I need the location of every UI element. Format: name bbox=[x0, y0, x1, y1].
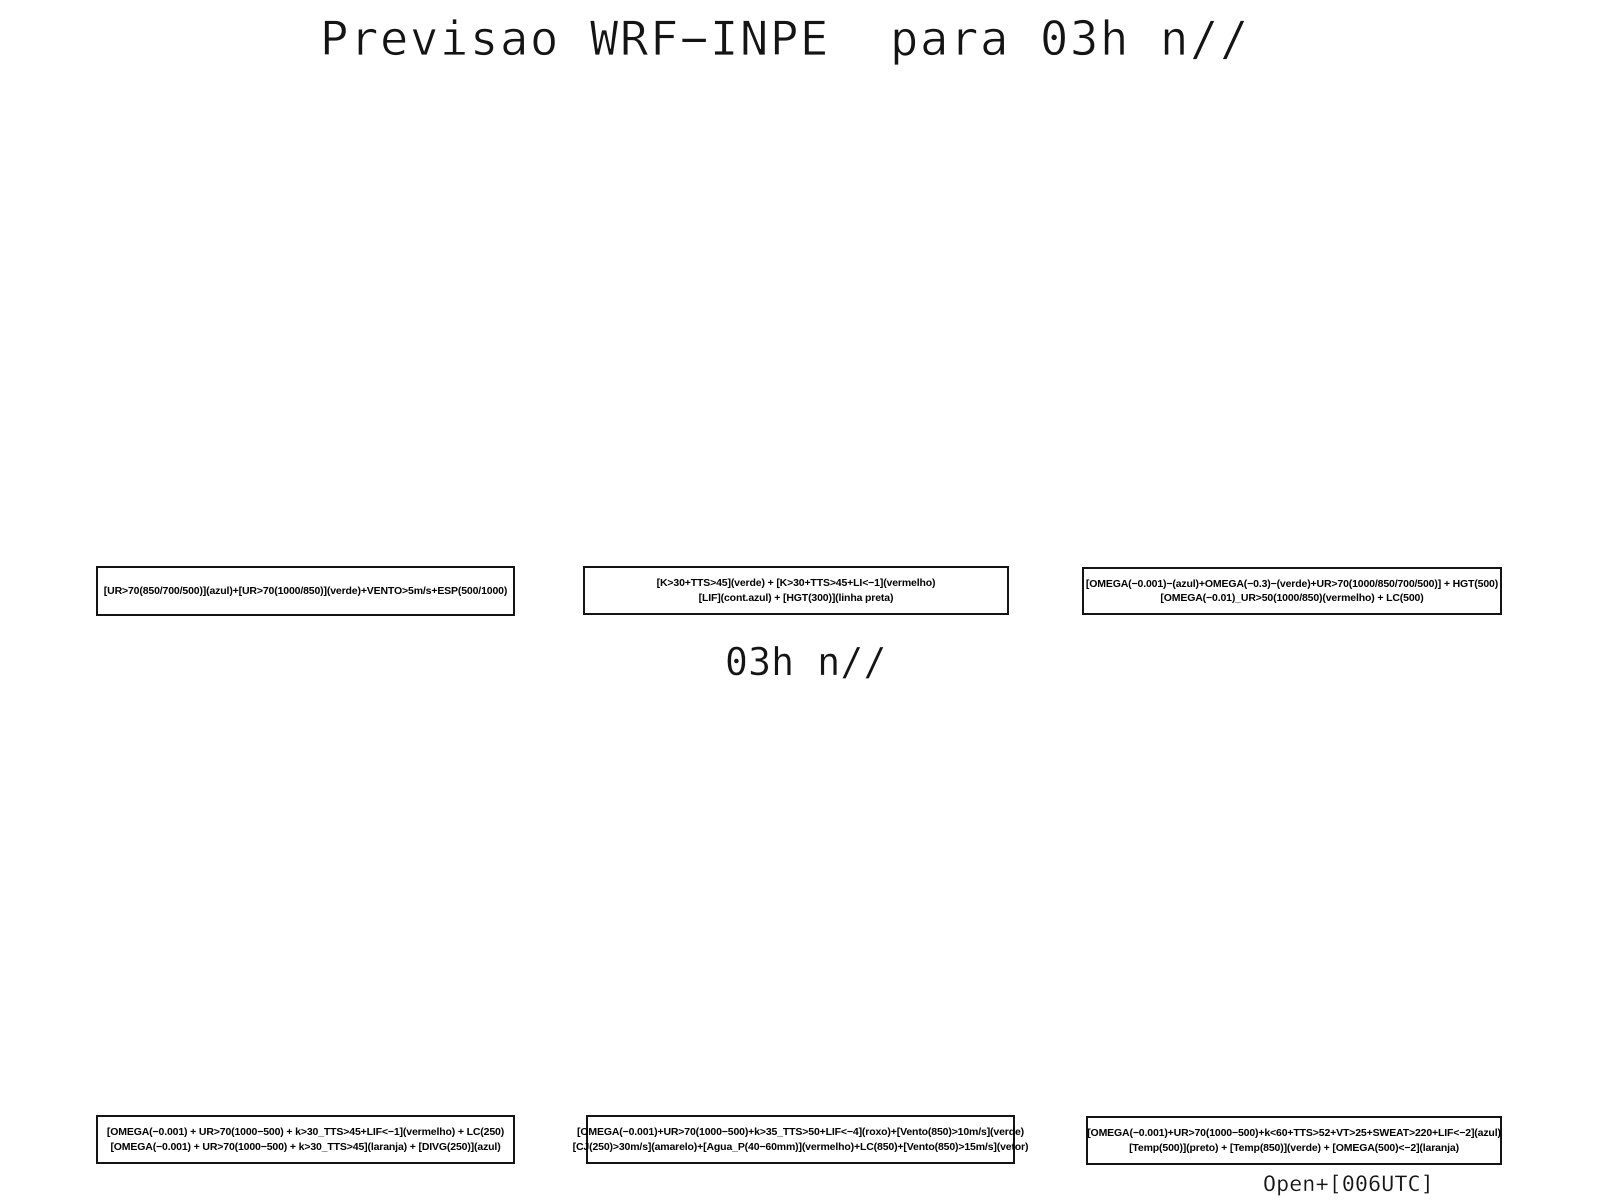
legend-line: [OMEGA(−0.001)+UR>70(1000−500)+k>35_TTS>50+LIF<−4](roxo)+[Vento(850)>10m/s](verde) bbox=[577, 1126, 1025, 1138]
page-title: Previsao WRF−INPE para 03h n// bbox=[320, 12, 1250, 67]
legend-box-top-center bbox=[583, 566, 1009, 615]
run-info-label: Open+[006UTC] bbox=[1263, 1172, 1434, 1197]
legend-line: [K>30+TTS>45](verde) + [K>30+TTS>45+LI<−1](vermelho) bbox=[656, 577, 936, 589]
legend-box-top-left bbox=[96, 566, 515, 616]
legend-line: [OMEGA(−0.001) + UR>70(1000−500) + k>30_TTS>45](laranja) + [DIVG(250)](azul) bbox=[110, 1140, 501, 1153]
center-time-label: 03h n// bbox=[725, 640, 887, 684]
legend-line: [CJ(250)>30m/s](amarelo)+[Agua_P(40−60mm)](vermelho)+LC(850)+[Vento(850)>15m/s](vetor) bbox=[572, 1140, 1029, 1153]
legend-box-top-right bbox=[1082, 567, 1502, 615]
legend-line: [UR>70(850/700/500)](azul)+[UR>70(1000/850)](verde)+VENTO>5m/s+ESP(500/1000) bbox=[103, 584, 508, 597]
legend-line: [LIF](cont.azul) + [HGT(300)](linha preta) bbox=[698, 591, 894, 604]
legend-line: [OMEGA(−0.001)−(azul)+OMEGA(−0.3)−(verde)+UR>70(1000/850/700/500)] + HGT(500) bbox=[1085, 577, 1499, 590]
legend-box-bottom-right bbox=[1086, 1116, 1502, 1165]
legend-box-bottom-center bbox=[572, 1115, 1029, 1164]
legend-line: [OMEGA(−0.001)+UR>70(1000−500)+k<60+TTS>52+VT>25+SWEAT>220+LIF<−2](azul) bbox=[1087, 1127, 1501, 1139]
legend-line: [Temp(500)](preto) + [Temp(850)](verde) + [OMEGA(500)<−2](laranja) bbox=[1129, 1141, 1459, 1154]
legend-line: [OMEGA(−0.001) + UR>70(1000−500) + k>30_TTS>45+LIF<−1](vermelho) + LC(250) bbox=[106, 1126, 505, 1138]
legend-line: [OMEGA(−0.01)_UR>50(1000/850)(vermelho) + LC(500) bbox=[1160, 592, 1424, 604]
legend-box-bottom-left bbox=[96, 1115, 515, 1164]
